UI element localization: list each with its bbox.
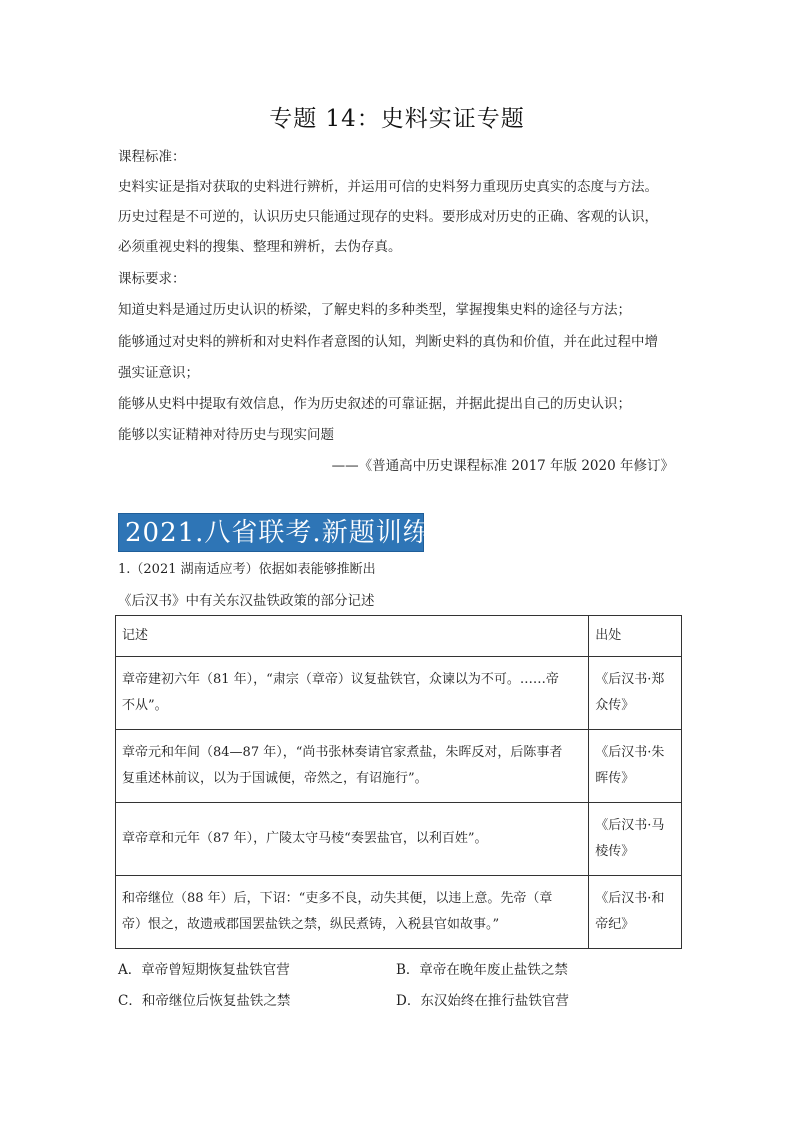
header-cell-source: 出处 — [589, 616, 682, 657]
option-a: A．章帝曾短期恢复盐铁官营 — [118, 962, 290, 978]
source-text: 晖传》 — [595, 771, 635, 786]
standard-line: 历史过程是不可逆的，认识历史只能通过现存的史料。要形成对历史的正确、客观的认识， — [118, 209, 658, 225]
source-table — [115, 615, 682, 949]
record-text: 帝）恨之，故遗戒郡国罢盐铁之禁，纵民煮铸，入税县官如故事。” — [122, 917, 500, 932]
option-c: C．和帝继位后恢复盐铁之禁 — [118, 993, 291, 1009]
standard-heading: 课程标准： — [118, 149, 186, 165]
source-text: 《后汉书·郑 — [595, 672, 665, 687]
record-text: 章帝建初六年（81 年），“肃宗（章帝）议复盐铁官，众谏以为不可。……帝 — [122, 672, 559, 687]
source-text: 棱传》 — [595, 844, 635, 859]
source-text: 《后汉书·朱 — [595, 745, 665, 760]
section-banner — [118, 513, 430, 552]
record-cell — [116, 876, 589, 949]
table-caption: 《后汉书》中有关东汉盐铁政策的部分记述 — [118, 593, 375, 609]
source-cell — [589, 803, 682, 876]
source-cell — [589, 876, 682, 949]
source-text: 《后汉书·和 — [595, 891, 665, 906]
table-row — [116, 803, 682, 876]
standard-line: 史料实证是指对获取的史料进行辨析，并运用可信的史料努力重现历史真实的态度与方法。 — [118, 179, 658, 195]
record-text: 章帝元和年间（84—87 年），“尚书张林奏请官家煮盐，朱晖反对，后陈事者 — [122, 745, 563, 760]
source-cell — [589, 657, 682, 730]
requirement-line: 能够通过对史料的辨析和对史料作者意图的认知，判断史料的真伪和价值，并在此过程中增 — [118, 334, 658, 350]
section-banner-text: 2021.八省联考.新题训练 — [125, 518, 430, 548]
requirement-line: 能够以实证精神对待历史与现实问题 — [118, 427, 334, 443]
requirement-heading: 课标要求： — [118, 271, 186, 287]
record-cell — [116, 803, 589, 876]
requirement-line: 知道史料是通过历史认识的桥梁，了解史料的多种类型，掌握搜集史料的途径与方法； — [118, 302, 631, 318]
record-text: 复重述林前议，以为于国诚便，帝然之，有诏施行”。 — [122, 771, 428, 786]
table-row — [116, 876, 682, 949]
source-cell — [589, 730, 682, 803]
record-text: 不从”。 — [122, 698, 168, 713]
source-text: 帝纪》 — [595, 917, 635, 932]
question-stem: 1.（2021 湖南适应考）依据如表能够推断出 — [118, 562, 376, 577]
requirement-line: 能够从史料中提取有效信息，作为历史叙述的可靠证据，并据此提出自己的历史认识； — [118, 396, 631, 412]
source-text: 《后汉书·马 — [595, 818, 665, 833]
page-title: 专题 14：史料实证专题 — [269, 106, 525, 132]
requirement-line: 强实证意识； — [118, 365, 199, 381]
source-text: 众传》 — [595, 698, 635, 713]
standard-line: 必须重视史料的搜集、整理和辨析，去伪存真。 — [118, 239, 402, 255]
record-cell — [116, 730, 589, 803]
option-b: B．章帝在晚年废止盐铁之禁 — [396, 962, 568, 978]
table-header-row — [116, 616, 682, 657]
option-d: D．东汉始终在推行盐铁官营 — [396, 993, 569, 1009]
table-row — [116, 657, 682, 730]
record-text: 章帝章和元年（87 年），广陵太守马棱“奏罢盐官，以利百姓”。 — [122, 831, 488, 846]
record-text: 和帝继位（88 年）后，下诏：“吏多不良，动失其便，以违上意。先帝（章 — [122, 891, 553, 906]
record-cell — [116, 657, 589, 730]
header-cell-record: 记述 — [116, 616, 589, 657]
citation: ——《普通高中历史课程标准 2017 年版 2020 年修订》 — [331, 458, 674, 474]
table-row — [116, 730, 682, 803]
